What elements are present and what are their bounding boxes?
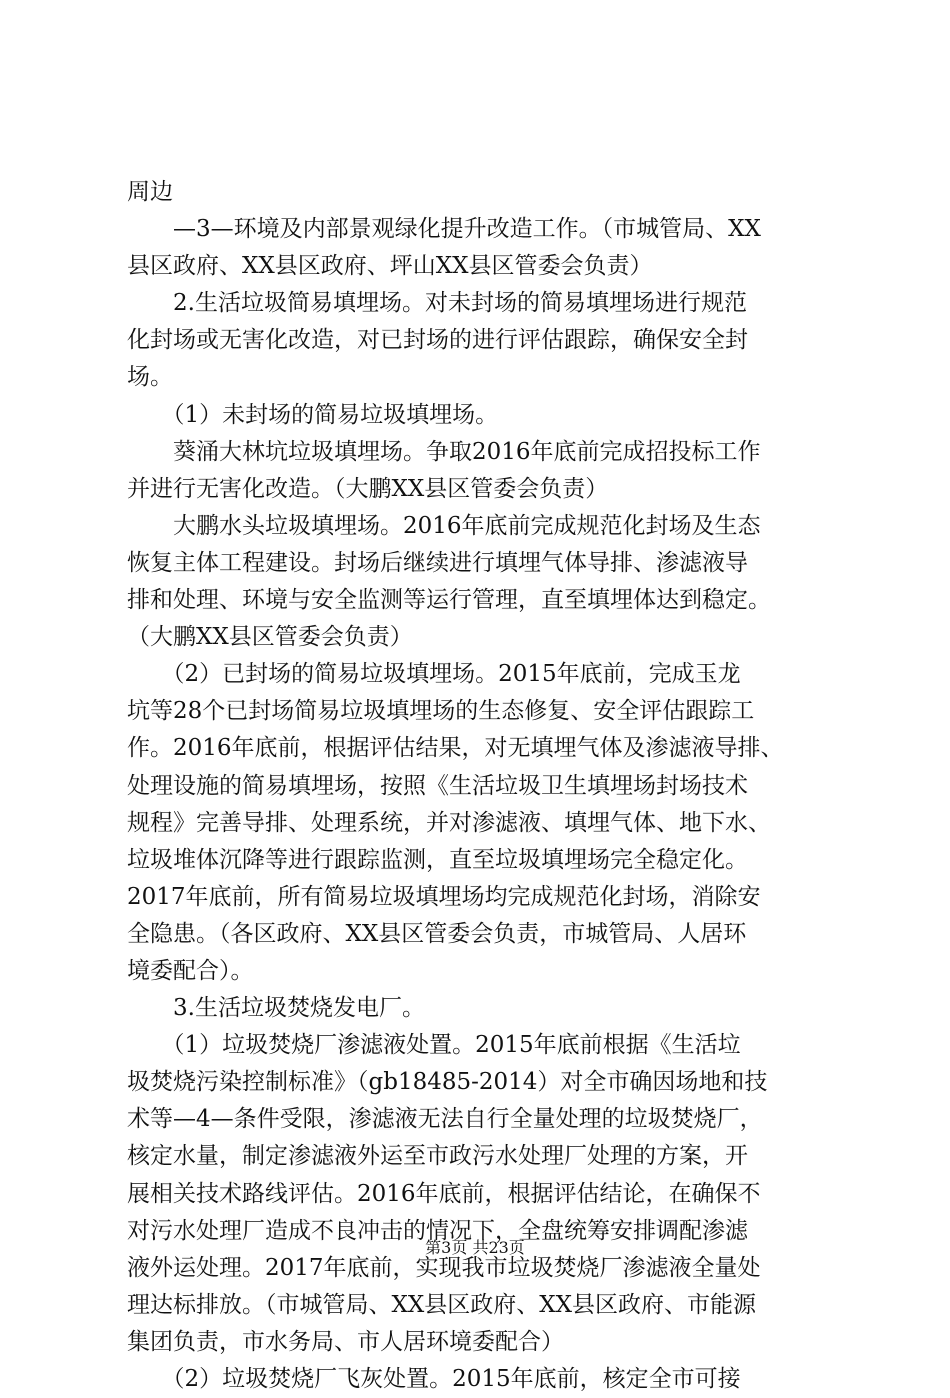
paragraph-line: 化封场或无害化改造，对已封场的进行评估跟踪，确保安全封 <box>127 327 748 354</box>
paragraph-line: （大鹏XX县区管委会负责） <box>127 624 413 651</box>
paragraph-line: 集团负责，市水务局、市人居环境委配合） <box>127 1328 564 1355</box>
paragraph-line: 核定水量，制定渗滤液外运至市政污水处理厂处理的方案，开 <box>127 1143 748 1170</box>
paragraph-line: 境委配合）。 <box>127 957 254 984</box>
paragraph-line: 2017年底前，所有简易垃圾填埋场均完成规范化封场，消除安 <box>127 883 761 910</box>
paragraph-line: 理达标排放。（市城管局、XX县区政府、XX县区政府、市能源 <box>127 1291 756 1318</box>
paragraph-line: 县区政府、XX县区政府、坪山XX县区管委会负责） <box>127 253 653 280</box>
paragraph-line: （1）未封场的简易垃圾填埋场。 <box>127 401 499 428</box>
page-footer: 第3页 共23页 <box>425 1238 525 1257</box>
paragraph-line: 展相关技术路线评估。2016年底前，根据评估结论，在确保不 <box>127 1180 761 1207</box>
paragraph-line: （2）已封场的简易垃圾填埋场。2015年底前，完成玉龙 <box>127 661 741 688</box>
paragraph-line: （1）垃圾焚烧厂渗滤液处置。2015年底前根据《生活垃 <box>127 1032 741 1059</box>
paragraph-line: 大鹏水头垃圾填埋场。2016年底前完成规范化封场及生态 <box>127 512 761 539</box>
paragraph-line: 周边 <box>127 179 173 205</box>
paragraph-line: 2.生活垃圾简易填埋场。对未封场的简易填埋场进行规范 <box>127 290 747 317</box>
paragraph-line: 垃圾堆体沉降等进行跟踪监测，直至垃圾填埋场完全稳定化。 <box>127 846 748 873</box>
paragraph-line: 葵涌大林坑垃圾填埋场。争取2016年底前完成招投标工作 <box>127 438 761 465</box>
paragraph-line: （2）垃圾焚烧厂飞灰处置。2015年底前，核定全市可接 <box>127 1366 741 1392</box>
paragraph-line: 处理设施的简易填埋场，按照《生活垃圾卫生填埋场封场技术 <box>127 772 748 799</box>
paragraph-line: 对污水处理厂造成不良冲击的情况下，全盘统筹安排调配渗滤 <box>127 1217 748 1244</box>
paragraph-line: 排和处理、环境与安全监测等运行管理，直至填埋体达到稳定。 <box>127 587 771 614</box>
paragraph-line: 坑等28个已封场简易垃圾填埋场的生态修复、安全评估跟踪工 <box>127 698 755 725</box>
paragraph-line: 圾焚烧污染控制标准》（gb18485-2014）对全市确因场地和技 <box>127 1069 768 1096</box>
paragraph-line: 液外运处理。2017年底前，实现我市垃圾焚烧厂渗滤液全量处 <box>127 1254 761 1281</box>
paragraph-line: 全隐患。（各区政府、XX县区管委会负责，市城管局、人居环 <box>127 920 747 947</box>
paragraph-line: 恢复主体工程建设。封场后继续进行填埋气体导排、渗滤液导 <box>127 549 748 576</box>
paragraph-line: 作。2016年底前，根据评估结果，对无填埋气体及渗滤液导排、 <box>127 735 784 762</box>
paragraph-line: 规程》完善导排、处理系统，并对渗滤液、填埋气体、地下水、 <box>127 809 771 836</box>
paragraph-line: 并进行无害化改造。（大鹏XX县区管委会负责） <box>127 475 609 502</box>
document-body <box>127 174 837 1398</box>
paragraph-line: 3.生活垃圾焚烧发电厂。 <box>127 995 425 1022</box>
paragraph-line: —3—环境及内部景观绿化提升改造工作。（市城管局、XX <box>127 216 761 243</box>
paragraph-line: 场。 <box>127 364 173 391</box>
paragraph-line: 术等—4—条件受限，渗滤液无法自行全量处理的垃圾焚烧厂， <box>127 1106 763 1133</box>
